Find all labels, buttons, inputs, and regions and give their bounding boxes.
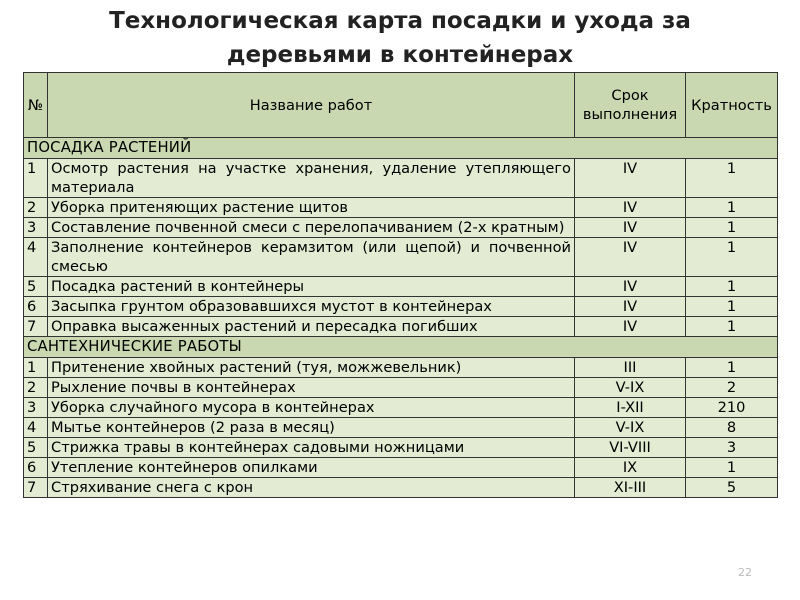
row-number: 5 [24,277,48,297]
row-number: 3 [24,398,48,418]
table-row [24,378,778,398]
row-work-name: Рыхление почвы в контейнерах [48,378,575,398]
row-number: 3 [24,218,48,238]
row-multiplicity: 2 [686,378,778,398]
row-term: I-XII [575,398,686,418]
tech-map-table [23,72,778,498]
row-number: 4 [24,418,48,438]
row-multiplicity: 1 [686,317,778,337]
row-term: IV [575,238,686,277]
row-work-name: Притенение хвойных растений (туя, можжевельник) [48,358,575,378]
row-number: 1 [24,358,48,378]
section-header-row [24,138,778,159]
row-multiplicity: 8 [686,418,778,438]
row-work-name: Утепление контейнеров опилками [48,458,575,478]
row-number: 5 [24,438,48,458]
row-work-name: Стряхивание снега с крон [48,478,575,498]
row-number: 7 [24,478,48,498]
row-term: IX [575,458,686,478]
row-term: IV [575,218,686,238]
row-multiplicity: 1 [686,277,778,297]
row-term: V-IX [575,378,686,398]
slide-title [0,4,800,72]
row-term: XI-III [575,478,686,498]
row-multiplicity: 1 [686,159,778,198]
table-row [24,478,778,498]
row-multiplicity: 1 [686,297,778,317]
row-term: VI-VIII [575,438,686,458]
row-multiplicity: 5 [686,478,778,498]
row-number: 4 [24,238,48,277]
table-header-row [24,73,778,138]
header-work-name: Название работ [48,73,575,138]
row-work-name: Уборка притеняющих растение щитов [48,198,575,218]
row-multiplicity: 3 [686,438,778,458]
header-multiplicity: Кратность [686,73,778,138]
section-title: ПОСАДКА РАСТЕНИЙ [24,138,778,159]
table-row [24,238,778,277]
row-multiplicity: 1 [686,218,778,238]
page-number: 22 [738,566,752,579]
row-term: IV [575,317,686,337]
row-term: IV [575,297,686,317]
row-multiplicity: 210 [686,398,778,418]
table-row [24,317,778,337]
row-work-name: Оправка высаженных растений и пересадка погибших [48,317,575,337]
header-term: Срок выполнения [575,73,686,138]
row-number: 6 [24,297,48,317]
row-number: 1 [24,159,48,198]
row-multiplicity: 1 [686,198,778,218]
slide-title-line-2: деревьями в контейнерах [226,42,574,68]
table-row [24,277,778,297]
row-term: III [575,358,686,378]
row-work-name: Составление почвенной смеси с перелопачиванием (2-х кратным) [48,218,575,238]
row-number: 7 [24,317,48,337]
table-row [24,438,778,458]
row-work-name: Посадка растений в контейнеры [48,277,575,297]
row-multiplicity: 1 [686,458,778,478]
row-number: 2 [24,198,48,218]
row-multiplicity: 1 [686,358,778,378]
row-work-name: Стрижка травы в контейнерах садовыми ножницами [48,438,575,458]
row-term: V-IX [575,418,686,438]
table-row [24,198,778,218]
table-row [24,297,778,317]
section-header-row [24,337,778,358]
slide-title-line-1: Технологическая карта посадки и ухода за [109,8,691,34]
row-work-name: Уборка случайного мусора в контейнерах [48,398,575,418]
header-number: № [24,73,48,138]
row-multiplicity: 1 [686,238,778,277]
section-title: САНТЕХНИЧЕСКИЕ РАБОТЫ [24,337,778,358]
table-row [24,358,778,378]
table-row [24,458,778,478]
table-row [24,159,778,198]
table-row [24,418,778,438]
row-work-name: Мытье контейнеров (2 раза в месяц) [48,418,575,438]
row-term: IV [575,198,686,218]
row-term: IV [575,277,686,297]
row-work-name: Засыпка грунтом образовавшихся мустот в контейнерах [48,297,575,317]
table-body [24,138,778,498]
row-work-name: Заполнение контейнеров керамзитом (или щепой) и почвенной смесью [48,238,575,277]
table-row [24,218,778,238]
table-row [24,398,778,418]
row-work-name: Осмотр растения на участке хранения, удаление утепляющего материала [48,159,575,198]
row-number: 2 [24,378,48,398]
row-term: IV [575,159,686,198]
row-number: 6 [24,458,48,478]
